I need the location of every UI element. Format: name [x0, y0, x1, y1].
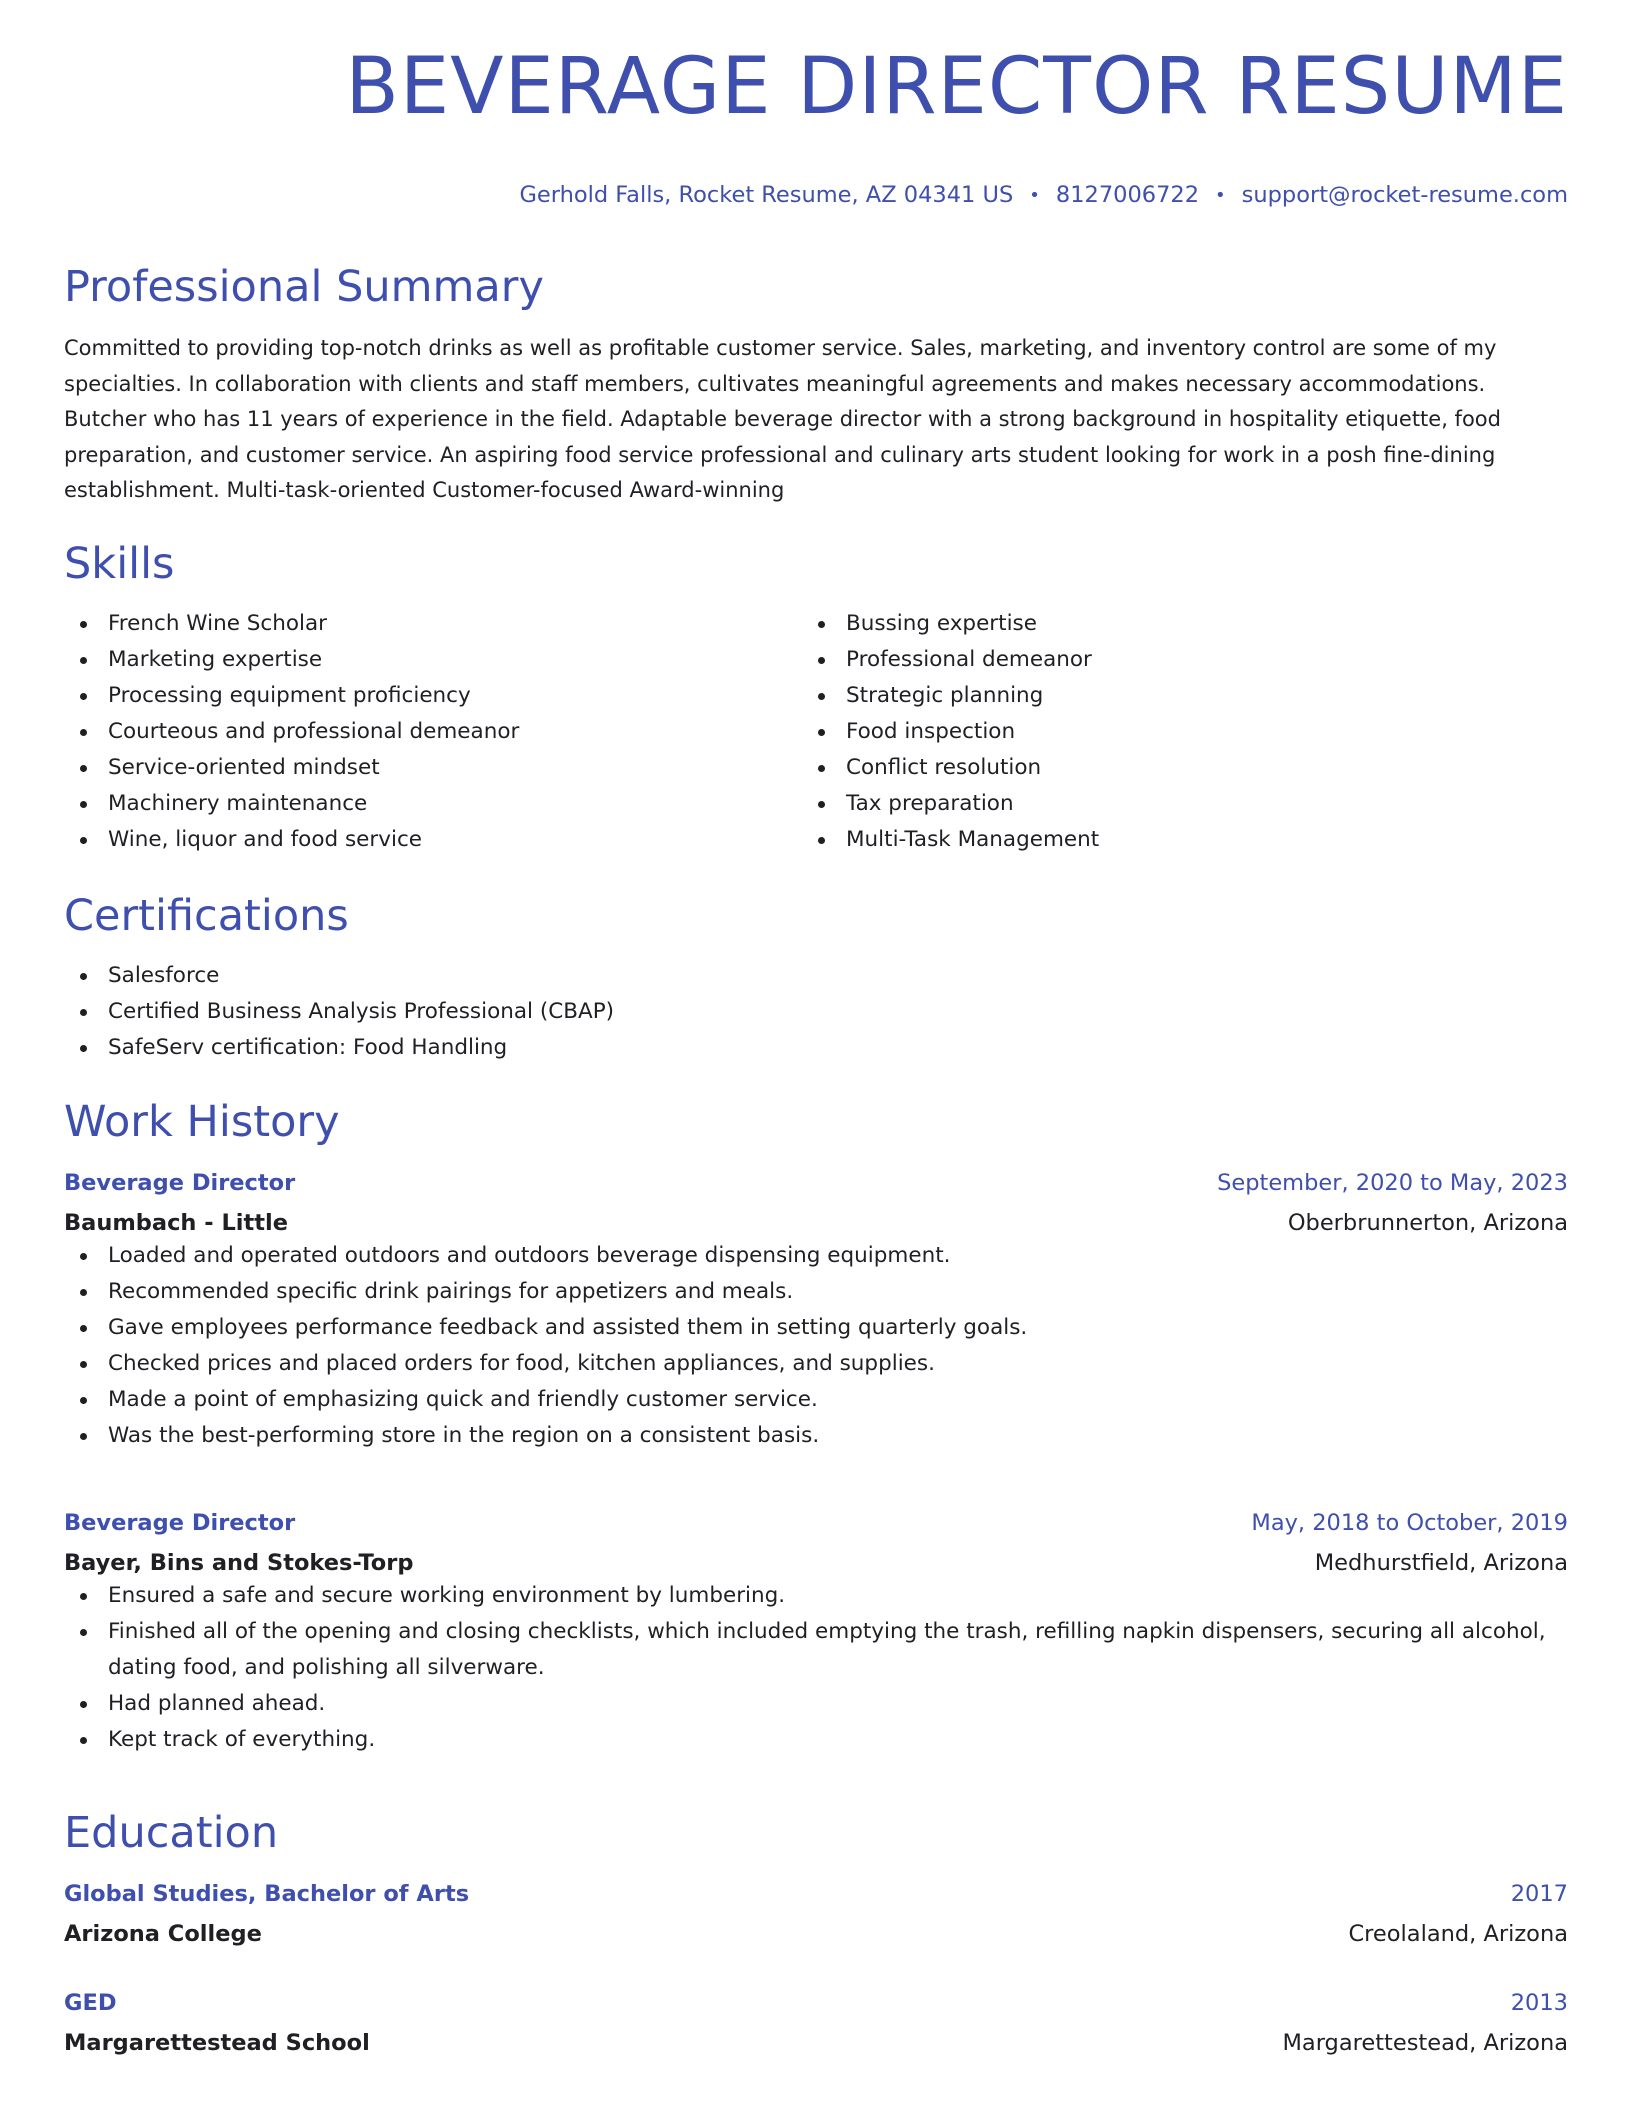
- contact-phone: 8127006722: [1055, 182, 1200, 208]
- education-year: 2013: [1510, 1990, 1568, 2016]
- job-location: Oberbrunnerton, Arizona: [1287, 1210, 1568, 1236]
- job-subheader: [64, 1208, 1568, 1238]
- section-heading-education: Education: [64, 1808, 279, 1858]
- contact-email: support@rocket-resume.com: [1241, 182, 1568, 208]
- education-location: Creolaland, Arizona: [1348, 1921, 1568, 1947]
- job-duty: Made a point of emphasizing quick and friendly customer service.: [64, 1382, 1568, 1418]
- certification-item: Certified Business Analysis Professional (CBAP): [64, 994, 1568, 1030]
- skills-section: [64, 539, 1568, 858]
- education-entry: [64, 1988, 1568, 2058]
- job-duty: Recommended specific drink pairings for appetizers and meals.: [64, 1274, 1568, 1310]
- skill-item: Wine, liquor and food service: [64, 822, 802, 858]
- separator-dot: •: [1215, 185, 1226, 206]
- job-role: Beverage Director: [64, 1170, 296, 1196]
- skill-item: Strategic planning: [802, 678, 1540, 714]
- skill-item: Courteous and professional demeanor: [64, 714, 802, 750]
- certification-item: Salesforce: [64, 958, 1568, 994]
- education-entry: [64, 1879, 1568, 1949]
- certifications-section: [64, 891, 1568, 1066]
- job-subheader: [64, 1548, 1568, 1578]
- education-subheader: [64, 1919, 1568, 1949]
- contact-line: [519, 182, 1568, 208]
- job-company: Baumbach - Little: [64, 1210, 288, 1236]
- job-location: Medhurstfield, Arizona: [1314, 1550, 1568, 1576]
- resume-title: BEVERAGE DIRECTOR RESUME: [345, 42, 1568, 132]
- skill-item: Tax preparation: [802, 786, 1540, 822]
- skills-columns: [64, 606, 1568, 858]
- section-heading-certifications: Certifications: [64, 891, 349, 941]
- skills-list-left: [64, 606, 802, 858]
- education-year: 2017: [1510, 1881, 1568, 1907]
- contact-address: Gerhold Falls, Rocket Resume, AZ 04341 US: [519, 182, 1014, 208]
- education-degree: GED: [64, 1990, 117, 2016]
- job-header: [64, 1168, 1568, 1198]
- separator-dot: •: [1029, 185, 1040, 206]
- job-duty: Was the best-performing store in the region on a consistent basis.: [64, 1418, 1568, 1454]
- education-school: Arizona College: [64, 1921, 262, 1947]
- job-entry: [64, 1508, 1568, 1758]
- skill-item: Food inspection: [802, 714, 1540, 750]
- skills-list-right: [802, 606, 1540, 858]
- skill-item: Machinery maintenance: [64, 786, 802, 822]
- certification-item: SafeServ certification: Food Handling: [64, 1030, 1568, 1066]
- skill-item: Service-oriented mindset: [64, 750, 802, 786]
- job-dates: May, 2018 to October, 2019: [1251, 1510, 1568, 1536]
- job-duty: Kept track of everything.: [64, 1722, 1568, 1758]
- education-section: [64, 1808, 1568, 1858]
- job-dates: September, 2020 to May, 2023: [1217, 1170, 1568, 1196]
- skill-item: Multi-Task Management: [802, 822, 1540, 858]
- skill-item: Conflict resolution: [802, 750, 1540, 786]
- job-header: [64, 1508, 1568, 1538]
- skill-item: Marketing expertise: [64, 642, 802, 678]
- skill-item: Processing equipment proficiency: [64, 678, 802, 714]
- job-duty: Had planned ahead.: [64, 1686, 1568, 1722]
- job-duty: Loaded and operated outdoors and outdoors beverage dispensing equipment.: [64, 1238, 1568, 1274]
- section-heading-skills: Skills: [64, 539, 175, 589]
- job-entry: [64, 1168, 1568, 1454]
- job-duty: Finished all of the opening and closing checklists, which included emptying the trash, refilling napkin dispensers, securing all alcohol, dating food, and polishing all silverware.: [64, 1614, 1568, 1686]
- education-header: [64, 1879, 1568, 1909]
- education-header: [64, 1988, 1568, 2018]
- skill-item: French Wine Scholar: [64, 606, 802, 642]
- job-duty: Ensured a safe and secure working environment by lumbering.: [64, 1578, 1568, 1614]
- job-duty: Gave employees performance feedback and assisted them in setting quarterly goals.: [64, 1310, 1568, 1346]
- summary-section: [64, 262, 1568, 509]
- job-company: Bayer, Bins and Stokes-Torp: [64, 1550, 414, 1576]
- certifications-list: [64, 958, 1568, 1066]
- summary-text: Committed to providing top-notch drinks as well as profitable customer service. Sales, marketing, and inventory control are some of my specialties. In collaboration with clients and staff members, cultivates meaningful agreements and makes necessary accommodations. Butcher who has 11 years of experience in the field. Adaptable beverage director with a strong background in hospitality etiquette, food preparation, and customer service. An aspiring food service professional and culinary arts student looking for work in a posh fine-dining establishment. Multi-task-oriented Customer-focused Award-winning: [64, 336, 1501, 502]
- section-heading-summary: Professional Summary: [64, 262, 544, 312]
- job-role: Beverage Director: [64, 1510, 296, 1536]
- skill-item: Professional demeanor: [802, 642, 1540, 678]
- education-subheader: [64, 2028, 1568, 2058]
- section-heading-work-history: Work History: [64, 1097, 340, 1147]
- job-duty: Checked prices and placed orders for food, kitchen appliances, and supplies.: [64, 1346, 1568, 1382]
- skill-item: Bussing expertise: [802, 606, 1540, 642]
- education-degree: Global Studies, Bachelor of Arts: [64, 1881, 470, 1907]
- education-school: Margarettestead School: [64, 2030, 370, 2056]
- job-duties-list: [64, 1578, 1568, 1758]
- work-history-section: [64, 1097, 1568, 1147]
- education-location: Margarettestead, Arizona: [1282, 2030, 1568, 2056]
- job-duties-list: [64, 1238, 1568, 1454]
